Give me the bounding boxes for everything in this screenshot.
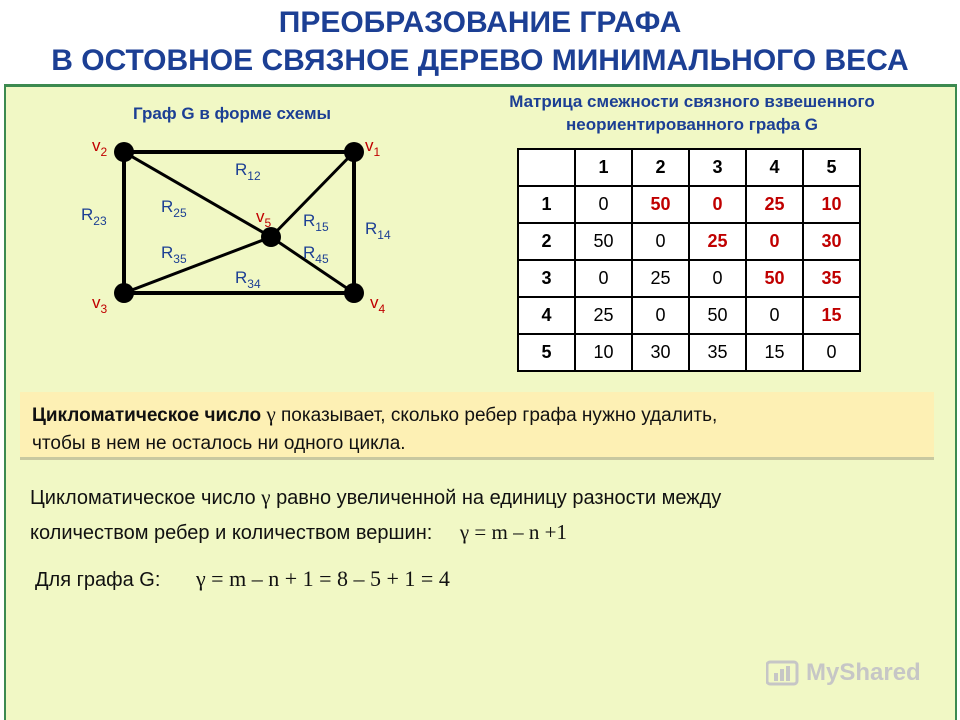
matrix-row [518,297,860,334]
matrix-cell: 0 [632,297,689,334]
matrix-cell: 25 [632,260,689,297]
adjacency-matrix [517,148,861,372]
edge-label-r12: $R_{12}$ [235,160,261,183]
vertex-v2 [114,142,134,162]
vertex-label-v5: $v_5$ [256,207,272,230]
vertex-label-v1: $v_1$ [365,136,381,159]
formula-line-1 [30,480,930,515]
definition-line-2: чтобы в нем не осталось ни одного цикла. [32,433,406,454]
matrix-header-cell: 1 [575,149,632,186]
watermark-text: MyShared [806,659,921,686]
general-formula: γ = m – n +1 [459,520,567,544]
matrix-cell: 35 [689,334,746,371]
slide-title [0,0,960,84]
definition-term: Цикломатическое число [32,405,262,426]
matrix-cell: 50 [746,260,803,297]
vertex-v3 [114,283,134,303]
matrix-row [518,223,860,260]
matrix-row [518,334,860,371]
edge-label-r45: $R_{45}$ [303,243,329,266]
title-line-2: В ОСТОВНОЕ СВЯЗНОЕ ДЕРЕВО МИНИМАЛЬНОГО ВЕСА [51,44,909,77]
matrix-cell: 30 [803,223,860,260]
matrix-cell: 50 [575,223,632,260]
matrix-cell: 0 [803,334,860,371]
matrix-cell: 0 [689,260,746,297]
vertex-label-v2: $v_2$ [92,136,108,159]
vertex-v1 [344,142,364,162]
myshared-logo-icon [766,658,802,688]
definition-rest: показывает, сколько ребер графа нужно удалить, [281,405,718,426]
matrix-cell: 25 [689,223,746,260]
matrix-cell: 10 [803,186,860,223]
matrix-row-label: 5 [518,334,575,371]
matrix-cell: 0 [575,186,632,223]
matrix-row [518,260,860,297]
matrix-header-cell: 5 [803,149,860,186]
matrix-row-label: 4 [518,297,575,334]
edge-label-r35: $R_{35}$ [161,243,187,266]
title-line-1: ПРЕОБРАЗОВАНИЕ ГРАФА [278,6,682,39]
vertex-v4 [344,283,364,303]
matrix-cell: 0 [746,223,803,260]
formula-paragraph [30,480,930,550]
matrix-caption [442,90,942,136]
matrix-cell: 25 [746,186,803,223]
formula-desc: равно увеличенной на единицу разности между [276,487,722,509]
matrix-cell: 25 [575,297,632,334]
matrix-cell: 50 [689,297,746,334]
matrix-cell: 15 [746,334,803,371]
matrix-cell: 50 [632,186,689,223]
matrix-header-row [518,149,860,186]
matrix-header-cell [518,149,575,186]
matrix-cell: 10 [575,334,632,371]
matrix-cell: 0 [632,223,689,260]
gamma-symbol: γ [266,402,276,426]
formula-gamma: γ [261,485,271,509]
edge-label-r25: $R_{25}$ [161,197,187,220]
vertex-v5 [261,227,281,247]
matrix-cell: 0 [575,260,632,297]
definition-box [20,392,934,460]
example-line [35,566,450,592]
definition-line-1 [32,400,922,430]
matrix-row-label: 3 [518,260,575,297]
matrix-header-cell: 4 [746,149,803,186]
matrix-cell: 15 [803,297,860,334]
watermark [766,658,921,688]
formula-line-2 [30,515,930,550]
matrix-cell: 30 [632,334,689,371]
edge-label-r23: $R_{23}$ [81,205,107,228]
matrix-row [518,186,860,223]
matrix-header-cell: 2 [632,149,689,186]
graph-caption: Граф G в форме схемы [132,104,332,123]
example-formula: γ = m – n + 1 = 8 – 5 + 1 = 4 [195,566,450,591]
matrix-cell: 0 [746,297,803,334]
edge-label-r14: $R_{14}$ [365,219,391,242]
matrix-caption-line-1: Матрица смежности связного взвешенного [509,92,875,111]
matrix-cell: 0 [689,186,746,223]
formula-desc-2: количеством ребер и количеством вершин: [30,522,433,544]
edge-label-r34: $R_{34}$ [235,268,261,291]
matrix-header-cell: 3 [689,149,746,186]
formula-term: Цикломатическое число [30,487,256,509]
matrix-row-label: 2 [518,223,575,260]
matrix-cell: 35 [803,260,860,297]
edge-r25 [124,152,271,237]
matrix-row-label: 1 [518,186,575,223]
matrix-caption-line-2: неориентированного графа G [566,115,818,134]
vertex-label-v4: $v_4$ [370,293,386,316]
vertex-label-v3: $v_3$ [92,293,108,316]
edge-label-r15: $R_{15}$ [303,211,329,234]
graph-diagram [60,130,430,320]
example-label: Для графа G: [35,569,161,591]
